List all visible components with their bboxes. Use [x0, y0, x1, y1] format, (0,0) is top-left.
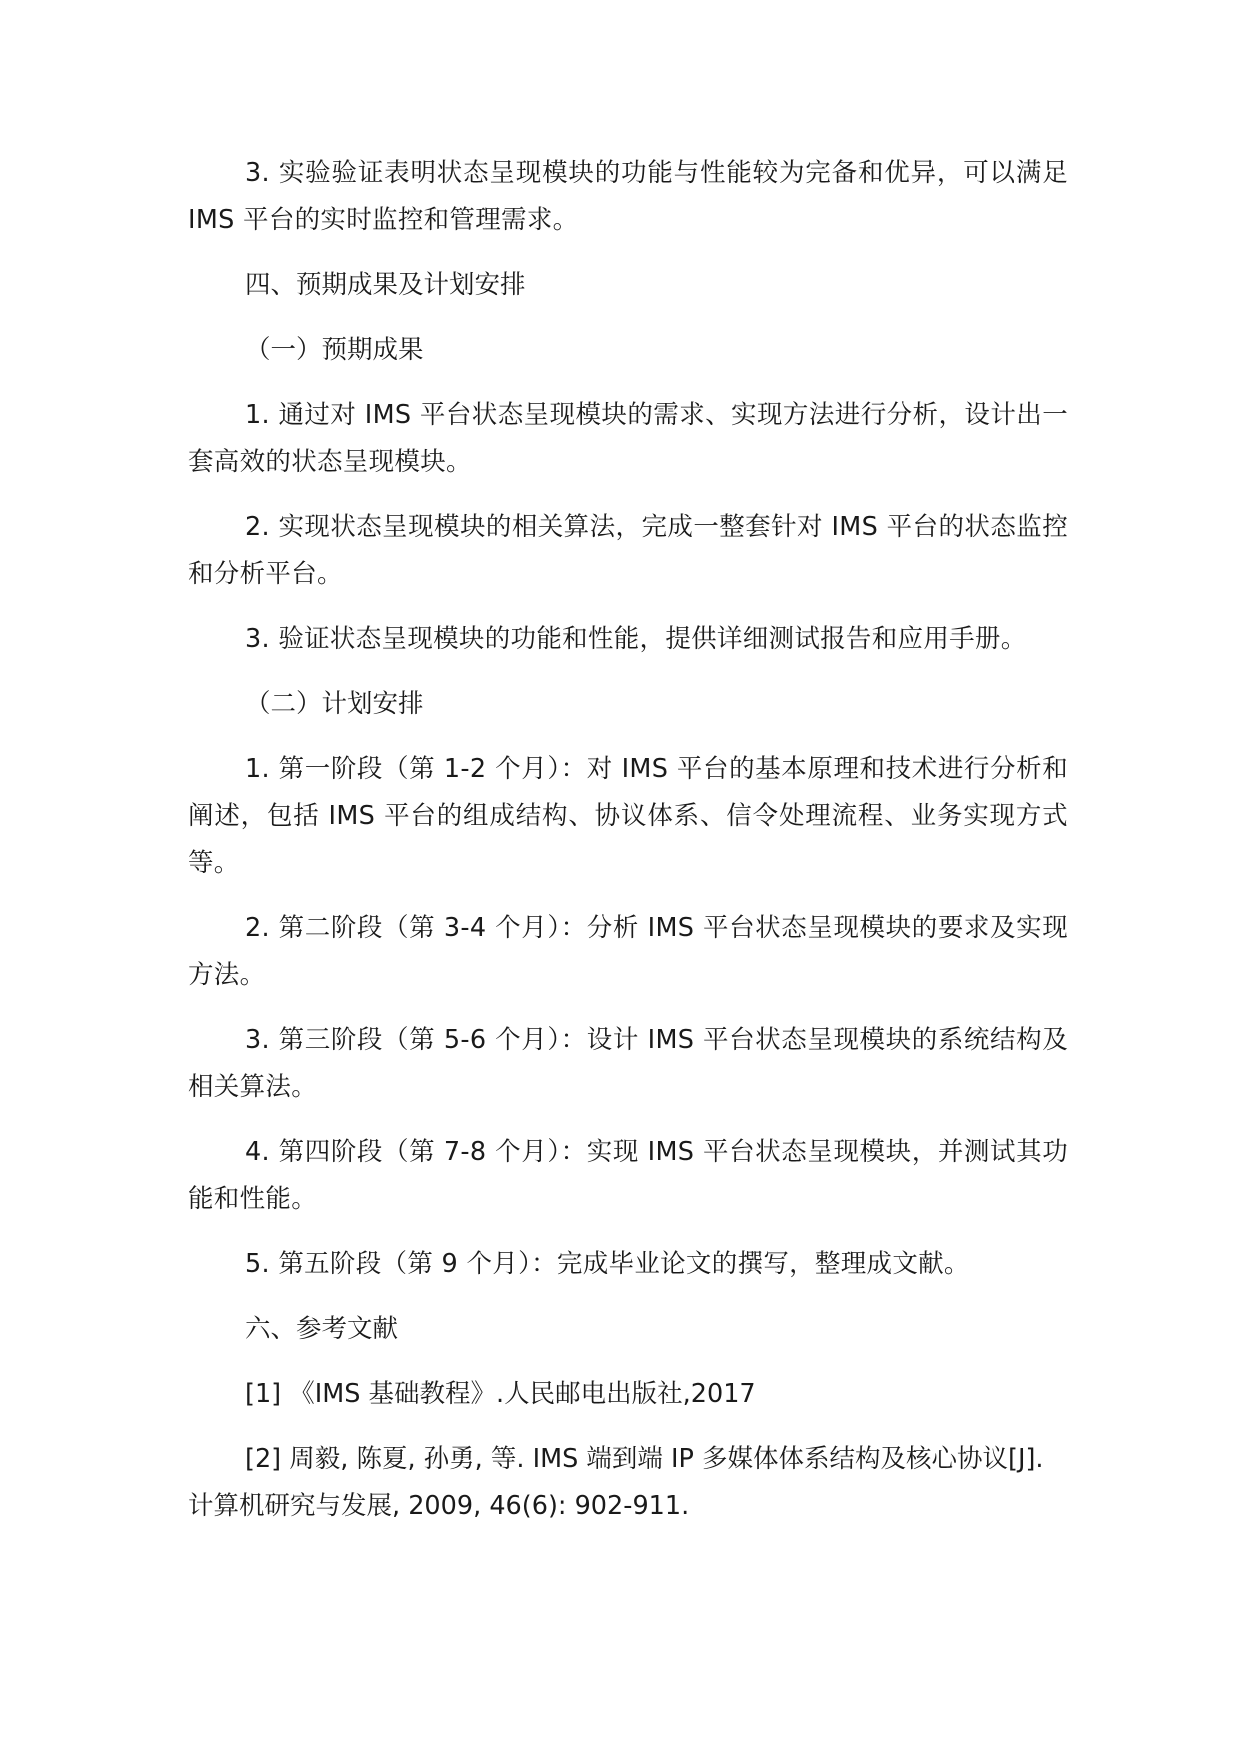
- paragraph-conclusion-3: 3. 实验验证表明状态呈现模块的功能与性能较为完备和优异，可以满足 IMS 平台的实时监控和管理需求。: [188, 158, 1068, 235]
- expected-result-1: 1. 通过对 IMS 平台状态呈现模块的需求、实现方法进行分析，设计出一套高效的状态呈现模块。: [188, 400, 1068, 477]
- section-heading-expected-results: 四、预期成果及计划安排: [245, 270, 526, 300]
- subheading-plan: （二）计划安排: [245, 689, 424, 719]
- subheading-expected-results: （一）预期成果: [245, 335, 424, 365]
- section-heading-references: 六、参考文献: [245, 1314, 399, 1344]
- reference-2: [2] 周毅, 陈夏, 孙勇, 等. IMS 端到端 IP 多媒体体系结构及核心协议[J]. 计算机研究与发展, 2009, 46(6): 902-911.: [188, 1444, 1044, 1521]
- plan-stage-3: 3. 第三阶段（第 5-6 个月）：设计 IMS 平台状态呈现模块的系统结构及相关算法。: [188, 1025, 1068, 1102]
- plan-stage-1: 1. 第一阶段（第 1-2 个月）：对 IMS 平台的基本原理和技术进行分析和阐述，包括 IMS 平台的组成结构、协议体系、信令处理流程、业务实现方式等。: [188, 754, 1068, 878]
- document-body: [188, 150, 1068, 1548]
- reference-1: [1] 《IMS 基础教程》.人民邮电出版社,2017: [245, 1379, 756, 1409]
- plan-stage-5: 5. 第五阶段（第 9 个月）：完成毕业论文的撰写，整理成文献。: [245, 1249, 970, 1279]
- plan-stage-2: 2. 第二阶段（第 3-4 个月）：分析 IMS 平台状态呈现模块的要求及实现方法。: [188, 913, 1068, 990]
- plan-stage-4: 4. 第四阶段（第 7-8 个月）：实现 IMS 平台状态呈现模块，并测试其功能和性能。: [188, 1137, 1068, 1214]
- expected-result-3: 3. 验证状态呈现模块的功能和性能，提供详细测试报告和应用手册。: [245, 624, 1027, 654]
- expected-result-2: 2. 实现状态呈现模块的相关算法，完成一整套针对 IMS 平台的状态监控和分析平台。: [188, 512, 1068, 589]
